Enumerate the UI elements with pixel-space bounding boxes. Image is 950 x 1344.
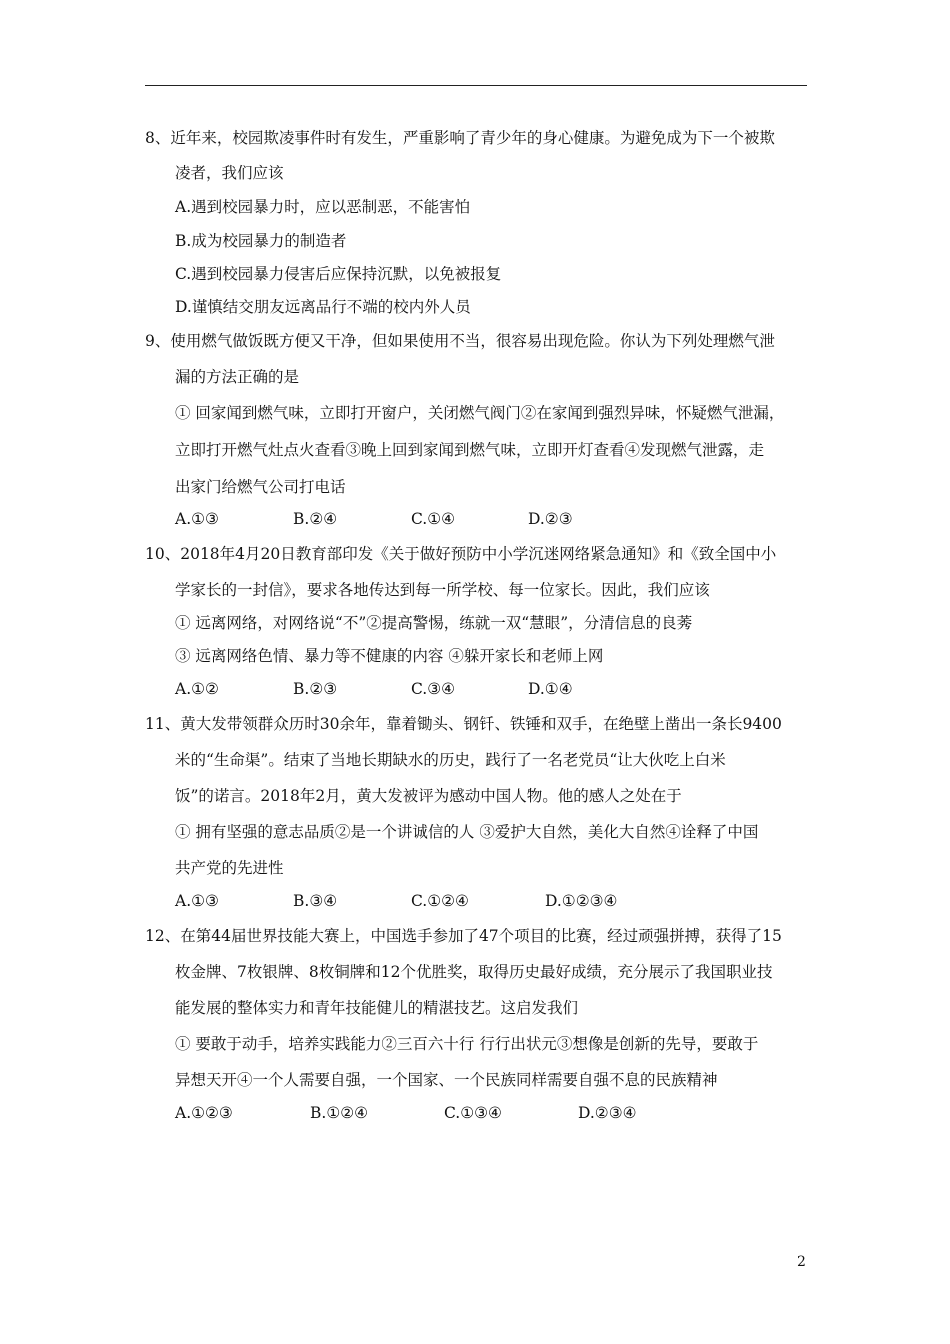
q10-option-d: D.①④	[528, 680, 573, 698]
q12-option-a: A.①②③	[175, 1104, 233, 1122]
q12-option-c: C.①③④	[444, 1104, 502, 1122]
q12-statements-line-2: 异想天开④一个人需要自强，一个国家、一个民族同样需要自强不息的民族精神	[175, 1071, 718, 1089]
q8-option-a: A.遇到校园暴力时，应以恶制恶，不能害怕	[175, 198, 471, 216]
q10-stem-line-2: 学家长的一封信》，要求各地传达到每一所学校、每一位家长。因此，我们应该	[175, 581, 710, 599]
page-number: 2	[797, 1254, 806, 1270]
header-rule	[145, 85, 807, 86]
q9-statements-line-3: 出家门给燃气公司打电话	[175, 478, 346, 496]
q11-stem-line-2: 米的“生命渠”。结束了当地长期缺水的历史，践行了一名老党员“让大伙吃上白米	[175, 751, 726, 769]
q9-option-b: B.②④	[293, 510, 338, 528]
q12-stem-line-3: 能发展的整体实力和青年技能健儿的精湛技艺。这启发我们	[175, 999, 579, 1017]
q9-option-a: A.①③	[175, 510, 219, 528]
q10-option-a: A.①②	[175, 680, 219, 698]
q12-stem-line-1: 12、在第44届世界技能大赛上，中国选手参加了47个项目的比赛，经过顽强拼搏，获得了15	[145, 927, 782, 945]
q11-option-c: C.①②④	[411, 892, 469, 910]
q11-stem-line-3: 饭”的诺言。2018年2月，黄大发被评为感动中国人物。他的感人之处在于	[175, 787, 682, 805]
q10-statements-line-1: ① 远离网络，对网络说“不”②提高警惕，练就一双“慧眼”，分清信息的良莠	[175, 614, 693, 632]
q11-option-a: A.①③	[175, 892, 219, 910]
q10-option-b: B.②③	[293, 680, 338, 698]
q11-stem-line-1: 11、黄大发带领群众历时30余年，靠着锄头、钢钎、铁锤和双手，在绝壁上凿出一条长9400	[145, 715, 782, 733]
q11-statements-line-2: 共产党的先进性	[175, 859, 284, 877]
q12-statements-line-1: ① 要敢于动手，培养实践能力②三百六十行 行行出状元③想像是创新的先导，要敢于	[175, 1035, 759, 1053]
q8-option-b: B.成为校园暴力的制造者	[175, 232, 347, 250]
q8-option-c: C.遇到校园暴力侵害后应保持沉默，以免被报复	[175, 265, 502, 283]
q9-statements-line-2: 立即打开燃气灶点火查看③晚上回到家闻到燃气味，立即开灯查看④发现燃气泄露，走	[175, 441, 765, 459]
q9-option-d: D.②③	[528, 510, 573, 528]
q8-option-d: D.谨慎结交朋友远离品行不端的校内外人员	[175, 298, 471, 316]
q9-stem-line-1: 9、使用燃气做饭既方便又干净，但如果使用不当，很容易出现危险。你认为下列处理燃气泄	[145, 332, 775, 350]
q11-option-d: D.①②③④	[545, 892, 618, 910]
q9-stem-line-2: 漏的方法正确的是	[175, 368, 300, 386]
q11-option-b: B.③④	[293, 892, 338, 910]
q9-option-c: C.①④	[411, 510, 456, 528]
q8-stem-line-2: 凌者，我们应该	[175, 164, 284, 182]
q12-stem-line-2: 枚金牌、7枚银牌、8枚铜牌和12个优胜奖，取得历史最好成绩，充分展示了我国职业技	[175, 963, 773, 981]
q10-option-c: C.③④	[411, 680, 456, 698]
q12-option-d: D.②③④	[578, 1104, 637, 1122]
q10-statements-line-2: ③ 远离网络色情、暴力等不健康的内容 ④躲开家长和老师上网	[175, 647, 604, 665]
q9-statements-line-1: ① 回家闻到燃气味，立即打开窗户，关闭燃气阀门②在家闻到强烈异味，怀疑燃气泄漏，	[175, 404, 785, 422]
q11-statements-line-1: ① 拥有坚强的意志品质②是一个讲诚信的人 ③爱护大自然，美化大自然④诠释了中国	[175, 823, 759, 841]
q10-stem-line-1: 10、2018年4月20日教育部印发《关于做好预防中小学沉迷网络紧急通知》和《致全国中小	[145, 545, 777, 563]
q8-stem-line-1: 8、近年来，校园欺凌事件时有发生，严重影响了青少年的身心健康。为避免成为下一个被欺	[145, 129, 775, 147]
q12-option-b: B.①②④	[310, 1104, 369, 1122]
